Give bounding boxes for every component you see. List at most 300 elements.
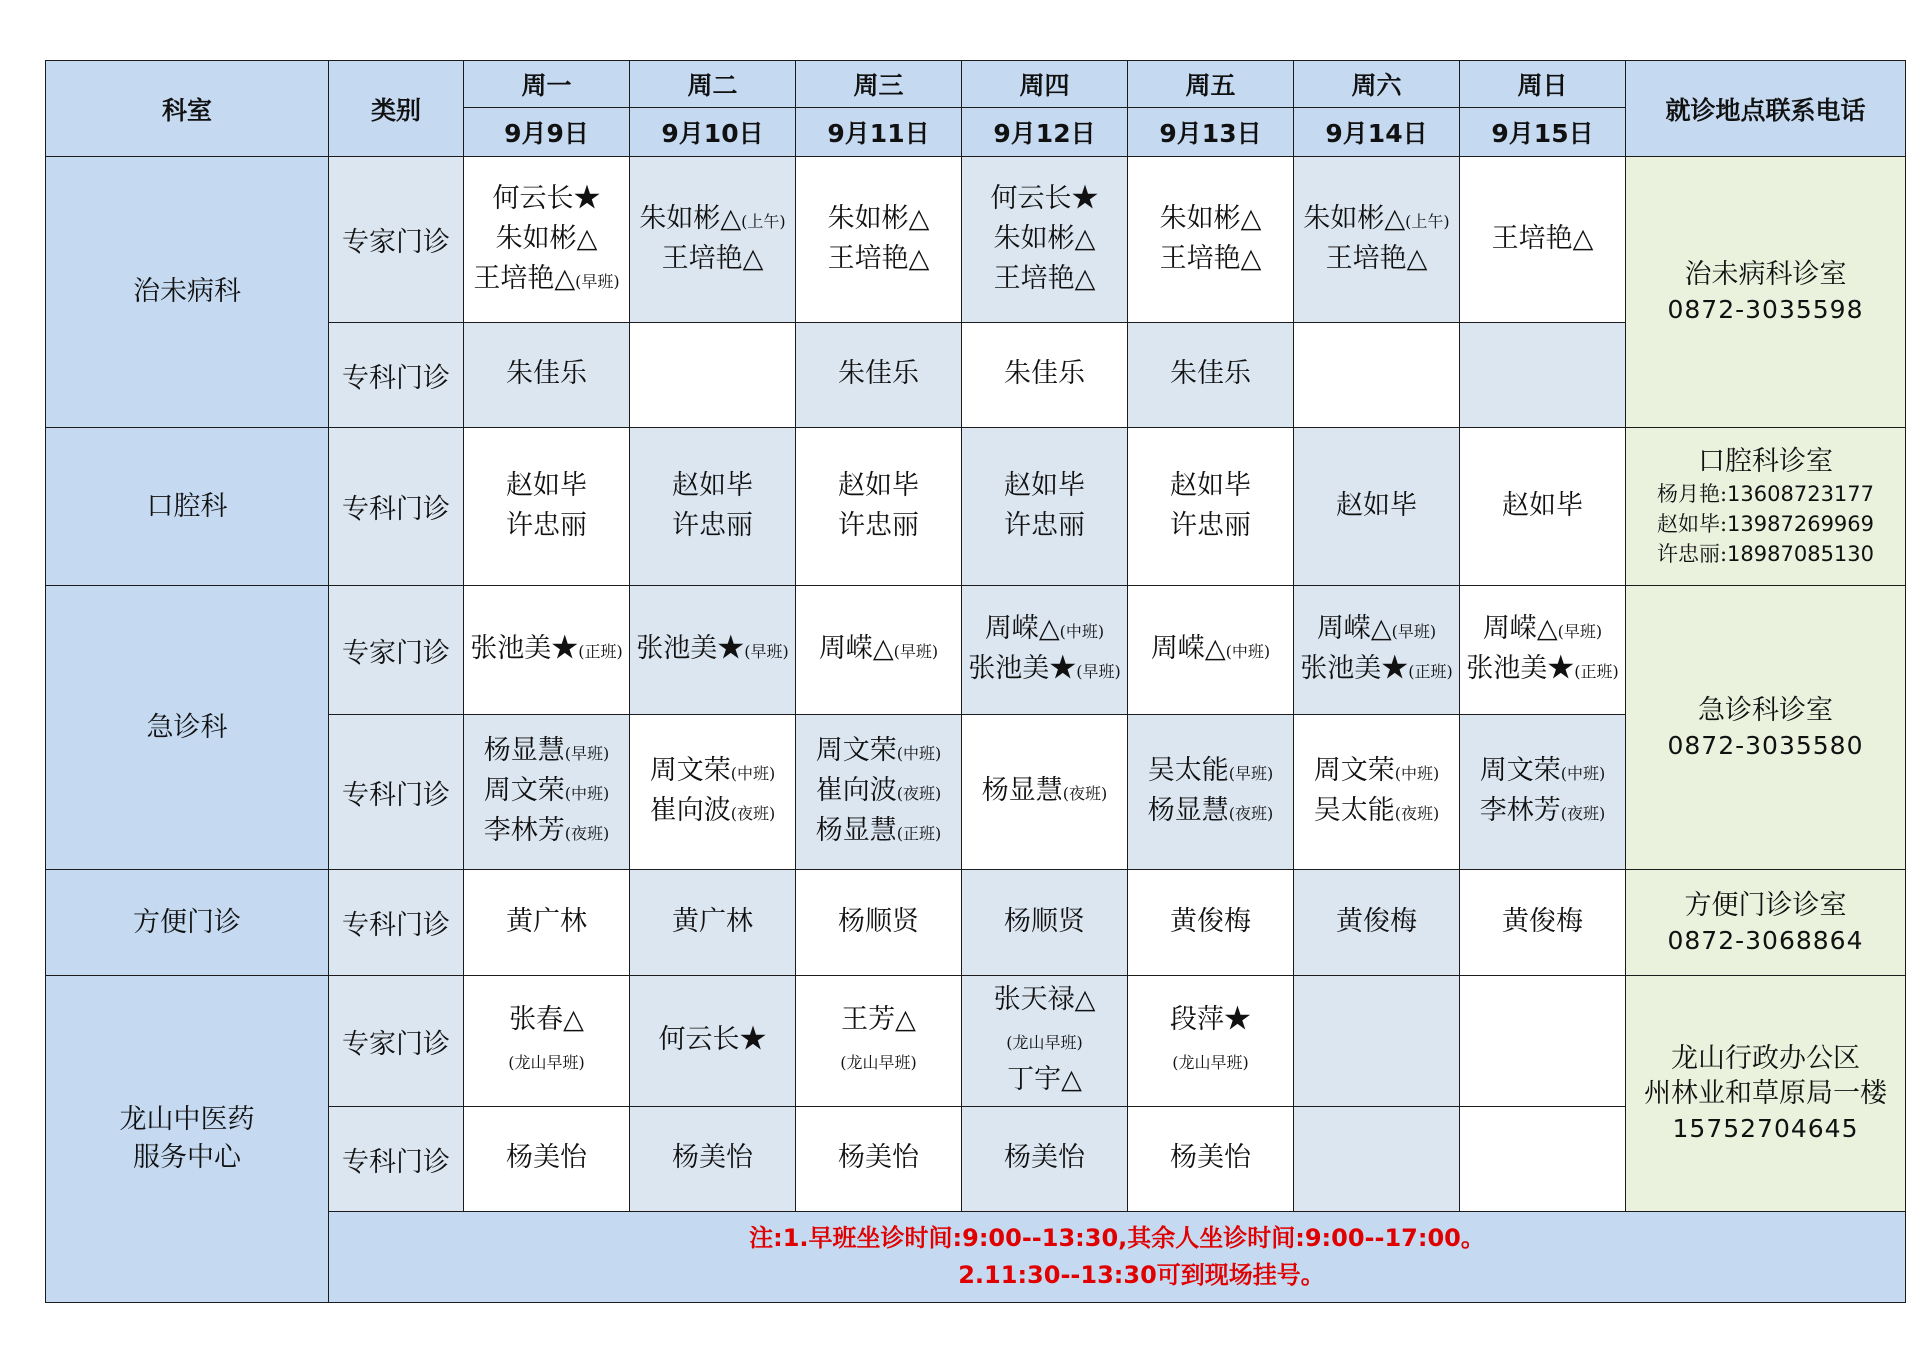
doctor-name: 李林芳	[1479, 795, 1561, 826]
dept-cell: 方便门诊	[46, 870, 329, 976]
doctor-entry	[1130, 240, 1291, 280]
schedule-table	[45, 60, 1906, 1303]
doctor-name: 黄俊梅	[1336, 905, 1417, 937]
doctor-entry	[964, 180, 1125, 220]
doctor-entry	[632, 1021, 793, 1061]
schedule-cell	[1128, 976, 1294, 1107]
doctor-name: 王培艳△	[827, 242, 930, 274]
shift-tag: (夜班)	[730, 804, 776, 823]
doctor-entry	[964, 1139, 1125, 1179]
category-cell: 专家门诊	[329, 157, 464, 323]
contact-phone: 13608723177	[1727, 482, 1875, 506]
doctor-name: 张池美★	[968, 653, 1077, 684]
contact-line	[1628, 479, 1903, 509]
schedule-cell	[796, 157, 962, 323]
notes-cell	[329, 1212, 1906, 1303]
doctor-name: 丁宇△	[1007, 1064, 1082, 1095]
schedule-cell	[1128, 428, 1294, 586]
location-name: 急诊科诊室	[1698, 694, 1833, 726]
doctor-entry	[632, 467, 793, 507]
contact-line	[1628, 539, 1903, 569]
shift-tag: (中班)	[730, 764, 776, 783]
schedule-cell	[464, 157, 630, 323]
shift-tag: (早班)	[1228, 764, 1274, 783]
schedule-row	[46, 586, 1906, 715]
shift-tag: (夜班)	[896, 784, 942, 803]
schedule-cell	[1128, 157, 1294, 323]
doctor-name: 朱如彬△	[1303, 202, 1406, 234]
location-cell	[1626, 157, 1906, 428]
schedule-cell	[962, 715, 1128, 870]
doctor-entry	[1296, 903, 1457, 943]
schedule-cell	[464, 323, 630, 428]
doctor-name: 杨显慧	[1147, 795, 1229, 826]
doctor-entry	[964, 507, 1125, 547]
shift-tag: (早班)	[1391, 622, 1437, 641]
doctor-name: 朱佳乐	[1004, 358, 1085, 389]
doctor-name: 赵如毕	[672, 469, 753, 501]
doctor-entry	[466, 220, 627, 260]
schedule-cell	[1294, 715, 1460, 870]
shift-tag: (龙山早班)	[1172, 1053, 1249, 1072]
schedule-cell	[962, 157, 1128, 323]
doctor-name: 周文荣	[1479, 755, 1561, 786]
header-date: 9月13日	[1128, 108, 1294, 157]
location-phone: 15752704645	[1672, 1114, 1859, 1143]
schedule-cell	[1460, 323, 1626, 428]
doctor-entry	[1130, 630, 1291, 670]
contact-phone: 18987085130	[1727, 542, 1875, 566]
doctor-name: 朱如彬△	[827, 202, 930, 234]
doctor-name: 许忠丽	[506, 509, 587, 541]
location-line: 龙山行政办公区	[1671, 1043, 1860, 1074]
doctor-entry	[964, 650, 1125, 690]
schedule-cell	[1128, 586, 1294, 715]
shift-tag: (早班)	[1076, 662, 1121, 681]
doctor-entry	[632, 903, 793, 943]
schedule-cell	[796, 715, 962, 870]
schedule-cell	[630, 870, 796, 976]
schedule-cell	[796, 586, 962, 715]
schedule-cell	[962, 1107, 1128, 1212]
header-weekday: 周日	[1460, 61, 1626, 108]
doctor-name: 周嵘△	[984, 613, 1060, 644]
shift-tag: (中班)	[564, 784, 610, 803]
shift-tag: (正班)	[896, 824, 942, 843]
doctor-entry	[1130, 792, 1291, 832]
doctor-entry	[1130, 752, 1291, 792]
doctor-entry	[1462, 487, 1623, 527]
header-weekday: 周一	[464, 61, 630, 108]
doctor-entry	[798, 903, 959, 943]
header-weekday: 周二	[630, 61, 796, 108]
schedule-cell	[464, 586, 630, 715]
shift-tag: (早班)	[1557, 622, 1603, 641]
doctor-name: 张池美★	[470, 633, 579, 664]
schedule-cell	[1294, 323, 1460, 428]
doctor-name: 吴太能	[1147, 755, 1229, 786]
schedule-cell	[1294, 1107, 1460, 1212]
shift-tag: (中班)	[1225, 642, 1271, 661]
doctor-name: 杨顺贤	[1004, 905, 1085, 937]
schedule-row	[46, 428, 1906, 586]
shift-tag: (正班)	[1574, 662, 1619, 681]
schedule-cell	[796, 976, 962, 1107]
doctor-name: 王培艳△	[993, 262, 1096, 294]
doctor-name: 朱如彬△	[495, 222, 598, 254]
doctor-name: 赵如毕	[838, 469, 919, 501]
shift-tag: (龙山早班)	[840, 1053, 917, 1072]
schedule-cell	[630, 323, 796, 428]
location-phone: 0872-3035580	[1667, 730, 1864, 760]
doctor-entry	[466, 903, 627, 943]
doctor-name: 杨显慧	[815, 815, 897, 846]
schedule-cell	[630, 1107, 796, 1212]
doctor-entry	[798, 630, 959, 670]
doctor-entry	[798, 507, 959, 547]
doctor-entry	[466, 467, 627, 507]
shift-tag: (上午)	[741, 211, 786, 231]
schedule-cell	[1460, 428, 1626, 586]
doctor-entry	[466, 507, 627, 547]
doctor-name: 朱佳乐	[1170, 358, 1251, 389]
doctor-entry	[1462, 752, 1623, 792]
schedule-cell	[1294, 870, 1460, 976]
shift-tag: (中班)	[1394, 764, 1440, 783]
doctor-name: 黄俊梅	[1170, 905, 1251, 937]
doctor-entry	[1130, 200, 1291, 240]
doctor-name: 王培艳△	[1159, 242, 1262, 274]
schedule-row	[46, 870, 1906, 976]
doctor-name: 杨美怡	[838, 1142, 919, 1173]
location-cell	[1626, 586, 1906, 870]
dept-cell	[46, 976, 329, 1303]
schedule-cell	[796, 428, 962, 586]
doctor-entry	[964, 981, 1125, 1021]
schedule-cell	[962, 586, 1128, 715]
doctor-name: 周嵘△	[1482, 613, 1558, 644]
shift-tag: (早班)	[893, 642, 939, 661]
doctor-name: 赵如毕	[506, 469, 587, 501]
doctor-entry	[1296, 792, 1457, 832]
header-date: 9月9日	[464, 108, 630, 157]
category-cell: 专科门诊	[329, 715, 464, 870]
doctor-entry	[466, 732, 627, 772]
doctor-entry	[1296, 240, 1457, 280]
schedule-cell	[464, 428, 630, 586]
doctor-entry	[798, 200, 959, 240]
schedule-cell	[630, 976, 796, 1107]
doctor-name: 杨美怡	[1004, 1142, 1085, 1173]
location-cell	[1626, 428, 1906, 586]
schedule-cell	[630, 428, 796, 586]
doctor-name: 赵如毕	[1004, 469, 1085, 501]
dept-line: 龙山中医药	[119, 1104, 255, 1135]
doctor-name: 崔向波	[649, 795, 731, 826]
schedule-row	[46, 976, 1906, 1107]
doctor-entry	[1296, 752, 1457, 792]
doctor-entry	[798, 1041, 959, 1081]
doctor-name: 杨美怡	[672, 1142, 753, 1173]
schedule-cell	[630, 157, 796, 323]
location-phone: 0872-3068864	[1667, 925, 1864, 955]
category-cell: 专科门诊	[329, 1107, 464, 1212]
doctor-name: 周文荣	[649, 755, 731, 786]
doctor-name: 黄广林	[672, 905, 753, 937]
shift-tag: (夜班)	[1228, 804, 1274, 823]
doctor-name: 许忠丽	[838, 509, 919, 541]
doctor-entry	[466, 180, 627, 220]
doctor-name: 张天禄△	[993, 984, 1096, 1015]
schedule-cell	[1294, 976, 1460, 1107]
header-location: 就诊地点联系电话	[1626, 61, 1906, 157]
header-date: 9月15日	[1460, 108, 1626, 157]
schedule-cell	[1460, 1107, 1626, 1212]
shift-tag: (夜班)	[564, 824, 610, 843]
schedule-cell	[464, 715, 630, 870]
dept-cell: 口腔科	[46, 428, 329, 586]
doctor-entry	[632, 507, 793, 547]
doctor-name: 王培艳△	[661, 242, 764, 274]
doctor-name: 何云长★	[658, 1024, 767, 1055]
doctor-name: 李林芳	[483, 815, 565, 846]
header-date: 9月11日	[796, 108, 962, 157]
dept-line: 服务中心	[133, 1142, 241, 1173]
doctor-name: 许忠丽	[1170, 509, 1251, 541]
doctor-name: 张池美★	[1466, 653, 1575, 684]
doctor-entry	[466, 1001, 627, 1041]
doctor-entry	[1462, 220, 1623, 260]
doctor-entry	[466, 260, 627, 300]
doctor-name: 周文荣	[815, 735, 897, 766]
header-date: 9月10日	[630, 108, 796, 157]
schedule-cell	[1460, 586, 1626, 715]
doctor-entry	[632, 240, 793, 280]
doctor-entry	[1130, 467, 1291, 507]
location-name: 口腔科诊室	[1698, 446, 1833, 477]
doctor-name: 张池美★	[636, 633, 745, 664]
header-dept: 科室	[46, 61, 329, 157]
doctor-name: 朱佳乐	[838, 358, 919, 389]
doctor-name: 王培艳△	[473, 262, 576, 294]
doctor-name: 赵如毕	[1502, 489, 1583, 521]
doctor-name: 周文荣	[1313, 755, 1395, 786]
doctor-name: 王培艳△	[1325, 242, 1428, 274]
dept-cell: 治未病科	[46, 157, 329, 428]
shift-tag: (上午)	[1405, 211, 1450, 231]
doctor-entry	[632, 630, 793, 670]
doctor-entry	[1296, 200, 1457, 240]
header-date: 9月12日	[962, 108, 1128, 157]
doctor-name: 朱如彬△	[993, 222, 1096, 254]
schedule-cell	[962, 428, 1128, 586]
doctor-entry	[1130, 355, 1291, 395]
doctor-name: 周嵘△	[818, 633, 894, 664]
doctor-name: 杨美怡	[506, 1142, 587, 1173]
doctor-entry	[1296, 650, 1457, 690]
doctor-name: 黄俊梅	[1502, 905, 1583, 937]
doctor-entry	[466, 1139, 627, 1179]
doctor-entry	[466, 630, 627, 670]
shift-tag: (早班)	[575, 271, 620, 291]
schedule-cell	[1460, 715, 1626, 870]
doctor-name: 杨美怡	[1170, 1142, 1251, 1173]
doctor-entry	[1462, 610, 1623, 650]
doctor-entry	[798, 1001, 959, 1041]
location-name: 方便门诊诊室	[1684, 889, 1847, 921]
note-line-2: 2.11:30--13:30可到现场挂号。	[958, 1261, 1325, 1289]
schedule-cell	[1128, 870, 1294, 976]
schedule-cell	[464, 1107, 630, 1212]
doctor-entry	[1296, 610, 1457, 650]
schedule-row	[46, 157, 1906, 323]
location-phone: 0872-3035598	[1667, 295, 1864, 324]
category-cell: 专家门诊	[329, 586, 464, 715]
doctor-name: 朱如彬△	[639, 202, 742, 234]
doctor-entry	[632, 792, 793, 832]
doctor-name: 赵如毕	[1170, 469, 1251, 501]
contact-phone: 13987269969	[1727, 512, 1875, 536]
category-cell: 专科门诊	[329, 870, 464, 976]
doctor-name: 杨显慧	[981, 775, 1063, 806]
schedule-cell	[630, 715, 796, 870]
doctor-name: 朱如彬△	[1159, 202, 1262, 234]
header-category: 类别	[329, 61, 464, 157]
location-cell	[1626, 870, 1906, 976]
schedule-cell	[962, 870, 1128, 976]
doctor-entry	[1296, 487, 1457, 527]
header-weekday: 周三	[796, 61, 962, 108]
doctor-entry	[798, 732, 959, 772]
note-line-1: 注:1.早班坐诊时间:9:00--13:30,其余人坐诊时间:9:00--17:00。	[749, 1224, 1485, 1252]
shift-tag: (龙山早班)	[1006, 1033, 1083, 1052]
doctor-name: 张池美★	[1300, 653, 1409, 684]
doctor-entry	[964, 260, 1125, 300]
location-cell	[1626, 976, 1906, 1212]
shift-tag: (夜班)	[1062, 784, 1108, 803]
contact-person: 赵如毕:	[1656, 512, 1728, 536]
doctor-name: 周嵘△	[1316, 613, 1392, 644]
category-cell: 专科门诊	[329, 428, 464, 586]
contact-person: 许忠丽:	[1656, 542, 1728, 566]
doctor-entry	[964, 903, 1125, 943]
location-line: 州林业和草原局一楼	[1644, 1078, 1887, 1109]
schedule-cell	[1128, 323, 1294, 428]
doctor-entry	[1130, 1001, 1291, 1041]
schedule-cell	[1128, 715, 1294, 870]
doctor-entry	[964, 467, 1125, 507]
schedule-cell	[796, 870, 962, 976]
schedule-cell	[1460, 157, 1626, 323]
doctor-entry	[1462, 903, 1623, 943]
contact-line	[1628, 509, 1903, 539]
header-date: 9月14日	[1294, 108, 1460, 157]
doctor-entry	[466, 355, 627, 395]
doctor-entry	[1130, 1041, 1291, 1081]
shift-tag: (夜班)	[1560, 804, 1606, 823]
doctor-entry	[964, 355, 1125, 395]
doctor-entry	[1130, 507, 1291, 547]
doctor-entry	[466, 1041, 627, 1081]
dept-cell: 急诊科	[46, 586, 329, 870]
doctor-entry	[632, 1139, 793, 1179]
doctor-name: 许忠丽	[1004, 509, 1085, 541]
category-cell: 专家门诊	[329, 976, 464, 1107]
shift-tag: (正班)	[578, 642, 623, 661]
shift-tag: (早班)	[744, 642, 789, 661]
schedule-cell	[1460, 976, 1626, 1107]
doctor-entry	[1130, 1139, 1291, 1179]
doctor-name: 段萍★	[1170, 1004, 1251, 1035]
doctor-entry	[798, 355, 959, 395]
doctor-name: 杨顺贤	[838, 905, 919, 937]
doctor-name: 赵如毕	[1336, 489, 1417, 521]
doctor-entry	[466, 812, 627, 852]
schedule-cell	[1128, 1107, 1294, 1212]
contact-person: 杨月艳:	[1656, 482, 1728, 506]
schedule-cell	[464, 976, 630, 1107]
doctor-name: 朱佳乐	[506, 358, 587, 389]
doctor-entry	[632, 200, 793, 240]
shift-tag: (中班)	[896, 744, 942, 763]
schedule-cell	[1294, 586, 1460, 715]
notes	[331, 1220, 1903, 1294]
doctor-entry	[798, 812, 959, 852]
schedule-cell	[962, 323, 1128, 428]
schedule-cell	[464, 870, 630, 976]
doctor-name: 黄广林	[506, 905, 587, 937]
doctor-entry	[798, 772, 959, 812]
doctor-entry	[964, 772, 1125, 812]
doctor-entry	[964, 610, 1125, 650]
shift-tag: (中班)	[1560, 764, 1606, 783]
doctor-name: 周嵘△	[1150, 633, 1226, 664]
doctor-entry	[964, 220, 1125, 260]
header-weekday: 周五	[1128, 61, 1294, 108]
doctor-entry	[1462, 792, 1623, 832]
doctor-name: 王芳△	[841, 1004, 916, 1035]
schedule-cell	[962, 976, 1128, 1107]
header-weekday: 周六	[1294, 61, 1460, 108]
doctor-name: 周文荣	[483, 775, 565, 806]
doctor-name: 何云长★	[492, 182, 601, 214]
shift-tag: (正班)	[1408, 662, 1453, 681]
doctor-name: 杨显慧	[483, 735, 565, 766]
shift-tag: (龙山早班)	[508, 1053, 585, 1072]
shift-tag: (早班)	[564, 744, 610, 763]
schedule-cell	[630, 586, 796, 715]
doctor-entry	[964, 1021, 1125, 1061]
schedule-cell	[796, 323, 962, 428]
doctor-entry	[798, 1139, 959, 1179]
location-name: 治未病科诊室	[1684, 259, 1847, 290]
doctor-name: 崔向波	[815, 775, 897, 806]
doctor-entry	[798, 467, 959, 507]
doctor-name: 许忠丽	[672, 509, 753, 541]
schedule-cell	[1460, 870, 1626, 976]
category-cell: 专科门诊	[329, 323, 464, 428]
doctor-entry	[964, 1061, 1125, 1101]
header-weekday: 周四	[962, 61, 1128, 108]
doctor-entry	[466, 772, 627, 812]
doctor-name: 王培艳△	[1491, 222, 1594, 254]
schedule-cell	[796, 1107, 962, 1212]
doctor-entry	[1462, 650, 1623, 690]
schedule-cell	[1294, 428, 1460, 586]
doctor-entry	[798, 240, 959, 280]
doctor-entry	[632, 752, 793, 792]
doctor-name: 张春△	[509, 1004, 584, 1035]
